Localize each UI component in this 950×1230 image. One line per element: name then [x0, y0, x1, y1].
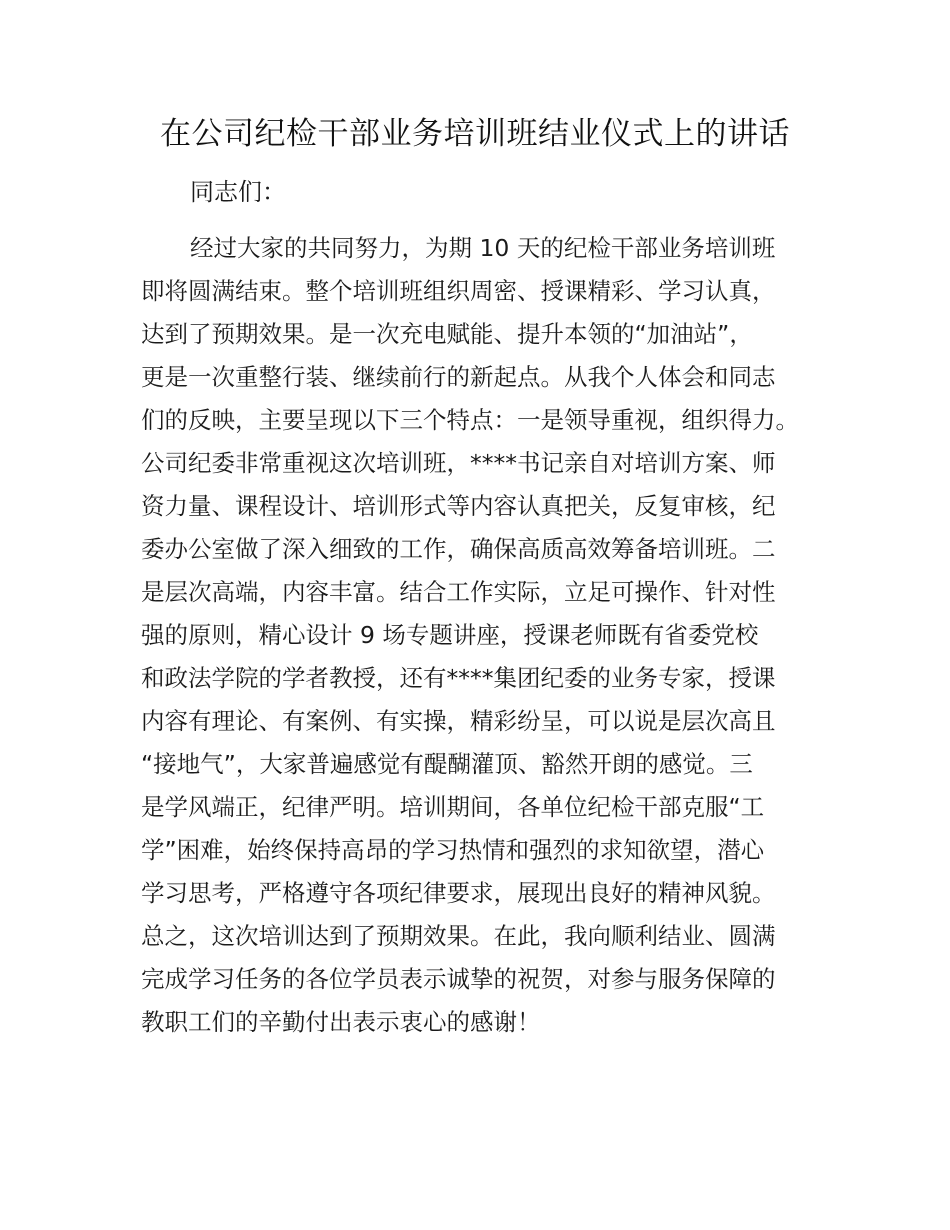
- text-line: 学”困难，始终保持高昂的学习热情和强烈的求知欲望，潜心: [141, 836, 765, 864]
- speech-paragraph: [141, 227, 831, 1044]
- text-line: 总之，这次培训达到了预期效果。在此，我向顺利结业、圆满: [141, 922, 776, 950]
- text-line: 是层次高端，内容丰富。结合工作实际，立足可操作、针对性: [141, 578, 776, 606]
- text-line: 内容有理论、有案例、有实操，精彩纷呈，可以说是层次高且: [141, 707, 776, 735]
- text-line: 委办公室做了深入细致的工作，确保高质高效筹备培训班。二: [141, 535, 776, 563]
- text-line: 强的原则，精心设计 9 场专题讲座，授课老师既有省委党校: [141, 621, 759, 649]
- text-line: 经过大家的共同努力，为期 10 天的纪检干部业务培训班: [190, 234, 776, 262]
- text-line: 是学风端正，纪律严明。培训期间，各单位纪检干部克服“工: [141, 793, 765, 821]
- text-line: 学习思考，严格遵守各项纪律要求，展现出良好的精神风貌。: [141, 879, 776, 907]
- text-line: 公司纪委非常重视这次培训班，****书记亲自对培训方案、师: [141, 449, 776, 477]
- salutation: 同志们：: [190, 178, 286, 206]
- text-line: 和政法学院的学者教授，还有****集团纪委的业务专家，授课: [141, 664, 776, 692]
- text-line: “接地气”，大家普遍感觉有醍醐灌顶、豁然开朗的感觉。三: [141, 750, 753, 778]
- text-line: 教职工们的辛勤付出表示衷心的感谢！: [141, 1008, 541, 1036]
- text-line: 更是一次重整行装、继续前行的新起点。从我个人体会和同志: [141, 363, 776, 391]
- text-line: 达到了预期效果。是一次充电赋能、提升本领的“加油站”，: [141, 320, 753, 348]
- text-line: 即将圆满结束。整个培训班组织周密、授课精彩、学习认真，: [141, 277, 776, 305]
- text-line: 资力量、课程设计、培训形式等内容认真把关，反复审核，纪: [141, 492, 776, 520]
- text-line: 们的反映，主要呈现以下三个特点：一是领导重视，组织得力。: [141, 406, 799, 434]
- document-title: 在公司纪检干部业务培训班结业仪式上的讲话: [160, 116, 790, 152]
- text-line: 完成学习任务的各位学员表示诚挚的祝贺，对参与服务保障的: [141, 965, 776, 993]
